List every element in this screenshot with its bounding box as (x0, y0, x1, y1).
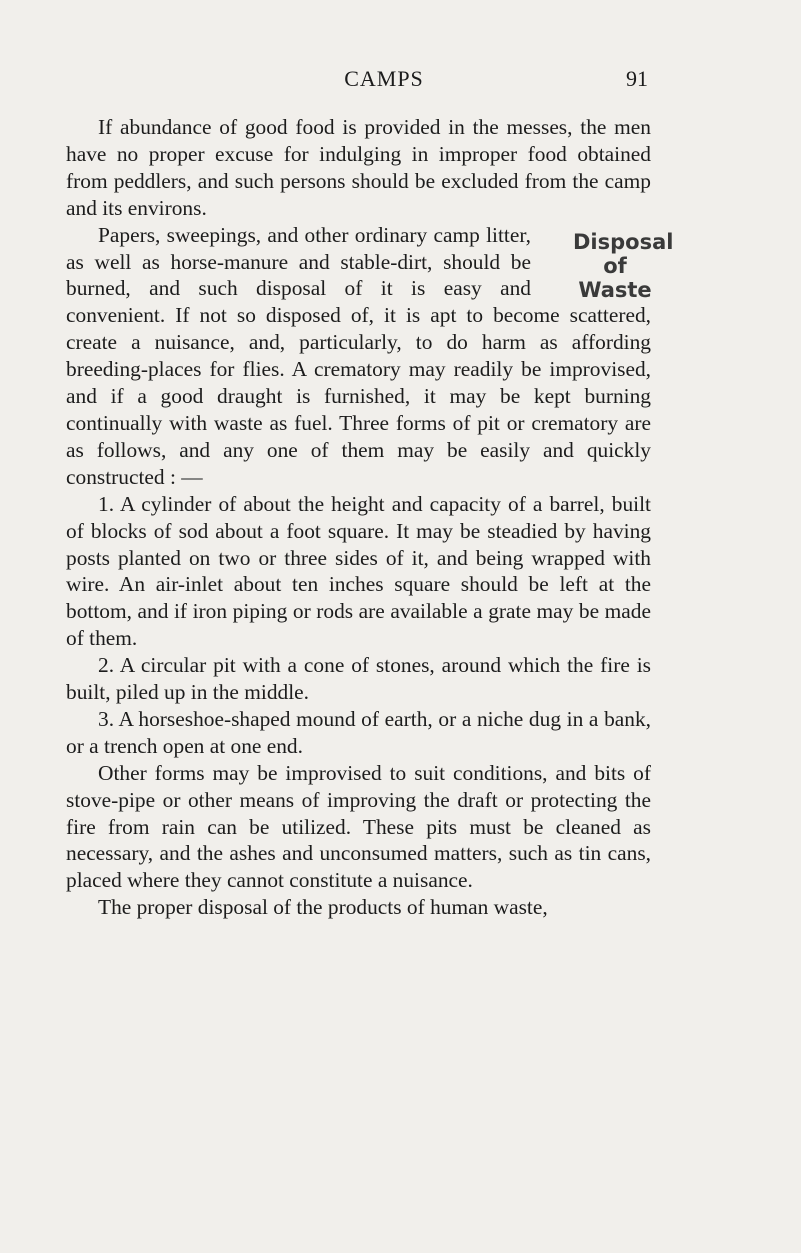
paragraph-human-waste: The proper disposal of the products of human waste, (98, 895, 548, 920)
paragraph-waste-disposal (66, 222, 674, 491)
paragraph-crematory-3: 3. A horseshoe-shaped mound of earth, or a niche dug in a bank, or a trench open at one end. (66, 706, 651, 758)
paragraph-crematory-1: 1. A cylinder of about the height and capacity of a barrel, built of blocks of sod about a foot square. It may be steadied by having posts planted on two or three sides of it, and being wrapped with wire. An air-inlet about ten inches square should be left at the bottom, and if iron piping or rods are available a grate may be made of them. (66, 491, 651, 651)
running-title: CAMPS (344, 66, 424, 91)
margin-note-line: Waste (578, 277, 652, 302)
paragraph-crematory-2: 2. A circular pit with a cone of stones, around which the fire is built, piled up in the middle. (66, 653, 651, 705)
paragraph-messes: If abundance of good food is provided in the messes, the men have no proper excuse for indulging in improper food obtained from peddlers, and such persons should be excluded from the camp and its environs. (66, 115, 651, 220)
margin-note (541, 229, 674, 302)
body-text (66, 114, 674, 921)
margin-note-line: Disposal (573, 229, 674, 254)
paragraph-text: Papers, sweepings, and other ordinary camp litter, as well as horse-manure and stable-dirt, should be burned, and such disposal of it is easy and convenient. If not so disposed of, it is apt to become scattered, create a nuisance, and, particularly, to do harm as affording breeding-places for flies. A crematory may readily be improvised, and if a good draught is furnished, it may be kept burning continually with waste as fuel. Three forms of pit or crematory are as follows, and any one of them may be easily and quickly constructed : — (66, 222, 651, 489)
running-head (120, 66, 648, 96)
page-number: 91 (626, 66, 648, 91)
margin-note-line: of (603, 253, 627, 278)
paragraph-other-forms: Other forms may be improvised to suit conditions, and bits of stove-pipe or other means of improving the draft or protecting the fire from rain can be utilized. These pits must be cleaned as necessary, and the ashes and unconsumed matters, such as tin cans, placed where they cannot constitute a nuisance. (66, 760, 651, 893)
